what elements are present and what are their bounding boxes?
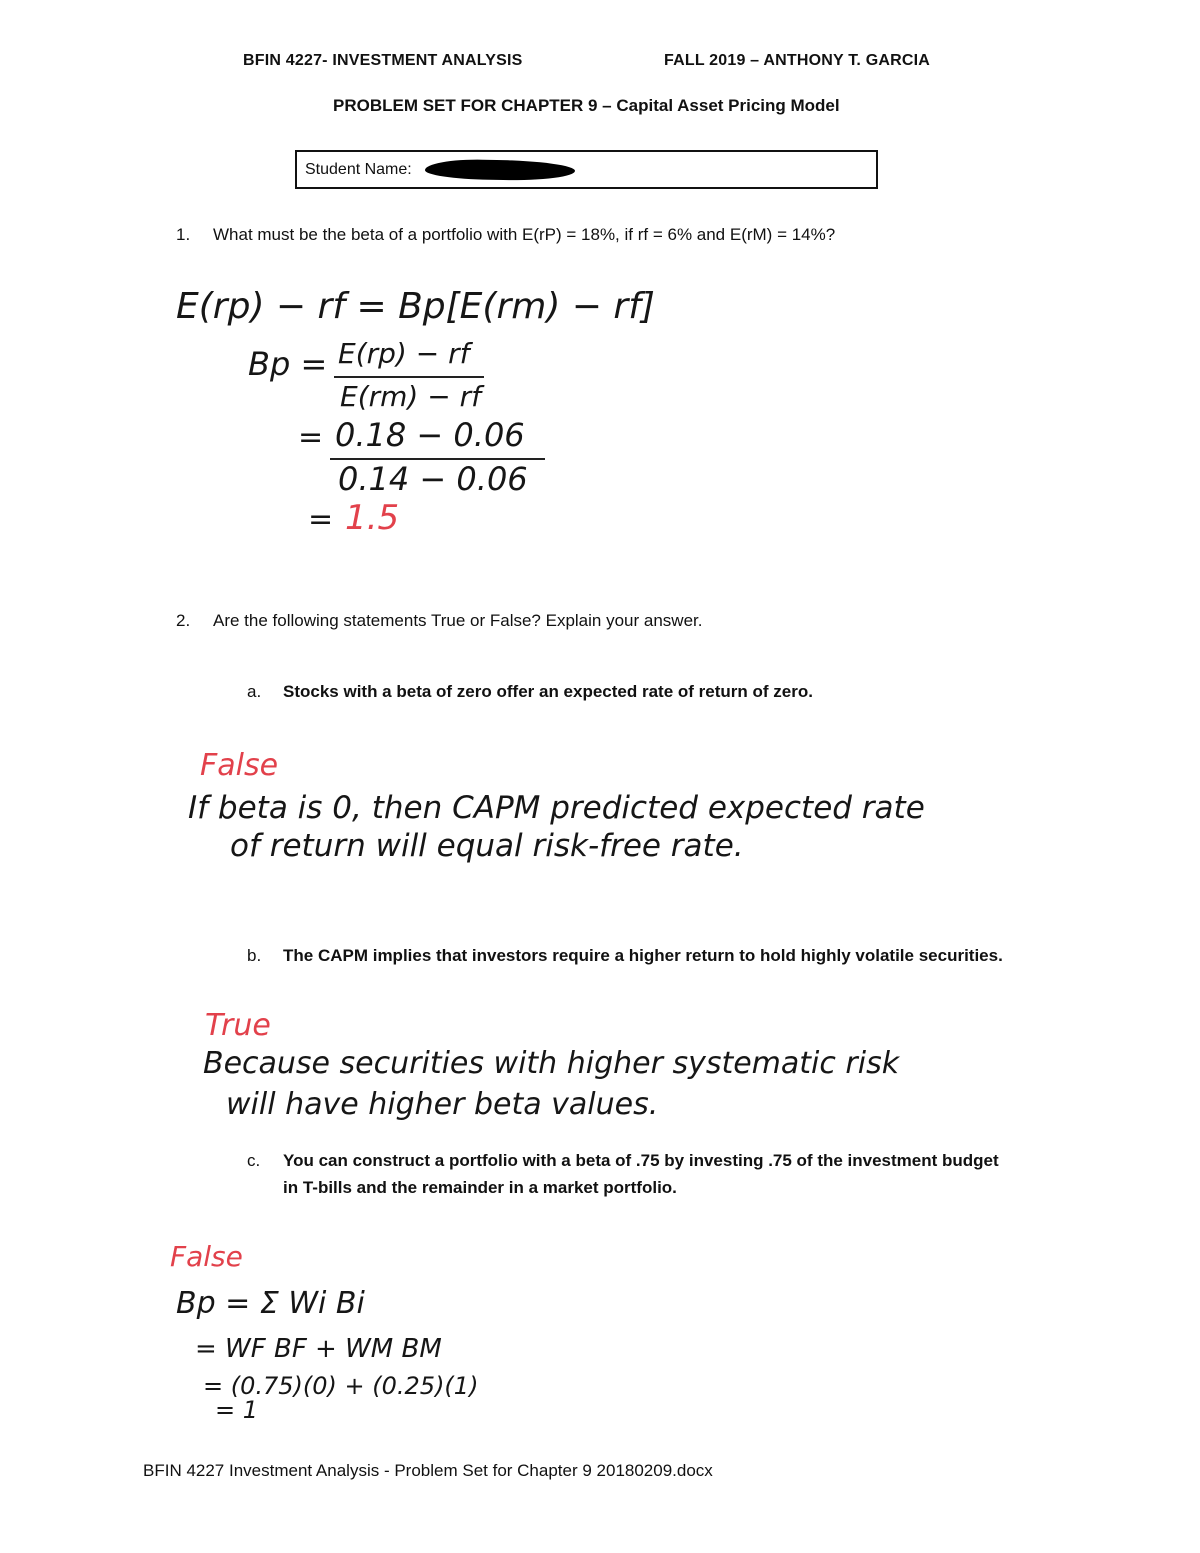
- term-instructor: FALL 2019 – ANTHONY T. GARCIA: [664, 52, 931, 69]
- q1-answer: 1.5: [345, 498, 400, 538]
- q2b-answer-line2: will have higher beta values.: [226, 1087, 659, 1122]
- q1-denominator-values: 0.14 − 0.06: [338, 460, 528, 498]
- q2c-work-line3: = (0.75)(0) + (0.25)(1): [203, 1372, 479, 1400]
- redaction-mark: [425, 159, 575, 182]
- problem-set-title: PROBLEM SET FOR CHAPTER 9 – Capital Asset Pricing Model: [333, 96, 840, 115]
- q1-equals-3: =: [308, 502, 334, 537]
- q2c-work-line1: Bp = Σ Wi Bi: [176, 1286, 365, 1321]
- q1-number: 1.: [176, 225, 191, 244]
- q2b-text: The CAPM implies that investors require a higher return to hold highly volatile securities.: [283, 946, 1003, 965]
- q2a-answer-line1: If beta is 0, then CAPM predicted expected rate: [188, 790, 925, 826]
- q1-denominator: E(rm) − rf: [340, 380, 481, 413]
- q2a-text: Stocks with a beta of zero offer an expected rate of return of zero.: [283, 682, 813, 701]
- student-name-label: Student Name:: [305, 161, 412, 178]
- q2c-work-line2: = WF BF + WM BM: [195, 1334, 442, 1364]
- q1-numerator-values: 0.18 − 0.06: [335, 416, 525, 454]
- q2b-answer-line1: Because securities with higher systematic risk: [203, 1046, 900, 1081]
- q2c-label: c.: [247, 1151, 261, 1170]
- document-footer: BFIN 4227 Investment Analysis - Problem Set for Chapter 9 20180209.docx: [143, 1461, 713, 1480]
- q1-text: What must be the beta of a portfolio with E(rP) = 18%, if rf = 6% and E(rM) = 14%?: [213, 225, 836, 244]
- student-name-box: [295, 150, 878, 189]
- q2c-text-line1: You can construct a portfolio with a beta of .75 by investing .75 of the investment budget: [283, 1151, 999, 1170]
- q1-equals-2: =: [298, 420, 324, 455]
- q2b-label: b.: [247, 946, 262, 965]
- q2c-text-line2: in T-bills and the remainder in a market portfolio.: [283, 1178, 677, 1197]
- q2c-verdict: False: [170, 1240, 243, 1273]
- q1-beta-label: Bp =: [248, 345, 328, 383]
- q1-numerator: E(rp) − rf: [338, 337, 470, 370]
- q2c-work-line4: = 1: [215, 1396, 259, 1424]
- q2a-label: a.: [247, 682, 262, 701]
- q2-text: Are the following statements True or False? Explain your answer.: [213, 611, 703, 630]
- q1-fraction-bar-1: [334, 376, 484, 378]
- q2a-verdict: False: [200, 748, 279, 783]
- q2a-answer-line2: of return will equal risk-free rate.: [230, 828, 744, 864]
- q2b-verdict: True: [205, 1008, 271, 1043]
- q1-capm-equation: E(rp) − rf = Bp[E(rm) − rf]: [176, 286, 655, 327]
- q2-number: 2.: [176, 611, 191, 630]
- course-title: BFIN 4227- INVESTMENT ANALYSIS: [243, 52, 523, 69]
